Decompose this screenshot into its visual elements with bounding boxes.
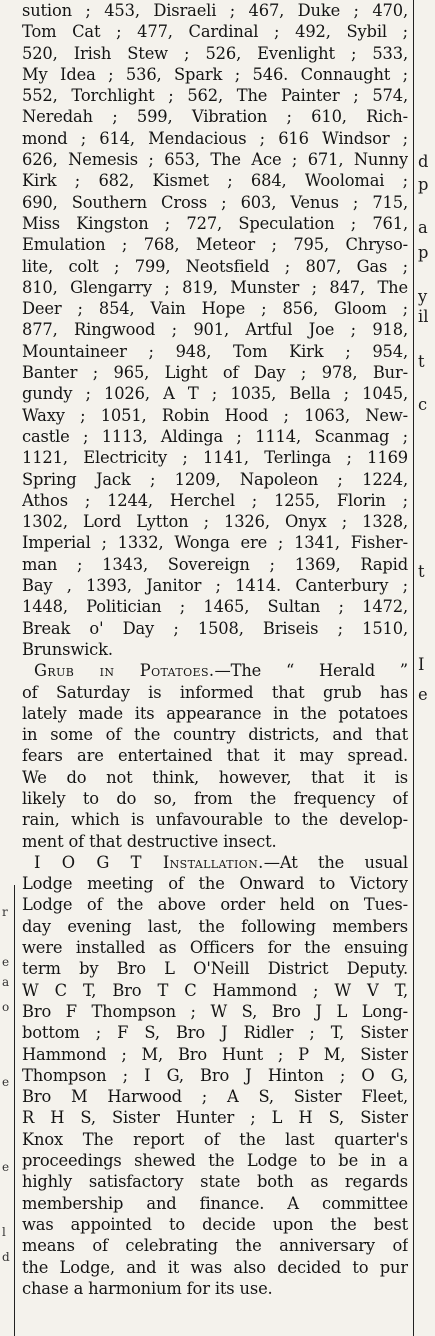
grub-heading: Grub in Potatoes. <box>34 661 215 681</box>
margin-fragment: y <box>418 287 428 306</box>
text-line: chase a harmonium for its use. <box>22 1278 273 1298</box>
text-line: proceedings shewed the Lodge to be in a <box>22 1151 408 1171</box>
text-line: Neredah ; 599, Vibration ; 610, Rich- <box>22 107 408 127</box>
margin-fragment: e <box>2 1075 10 1089</box>
margin-fragment: d <box>2 1250 10 1264</box>
text-line: membership and finance. A committee <box>22 1193 408 1213</box>
text-line: mond ; 614, Mendacious ; 616 Windsor ; <box>22 128 408 148</box>
text-line: Mountaineer ; 948, Tom Kirk ; 954, <box>22 341 408 361</box>
race-entries-list <box>22 0 408 660</box>
text-line: of Saturday is informed that grub has <box>22 682 408 702</box>
text-line: Bay , 1393, Janitor ; 1414. Canterbury ; <box>22 576 408 596</box>
text-line: term by Bro L O'Neill District Deputy. <box>22 959 408 979</box>
grub-first-line <box>22 660 408 681</box>
text-line: 552, Torchlight ; 562, The Painter ; 574, <box>22 86 408 106</box>
text-line: Break o' Day ; 1508, Briseis ; 1510, <box>22 618 408 638</box>
margin-fragment: I <box>418 655 425 674</box>
margin-fragment: c <box>418 395 428 414</box>
text-line: lite, colt ; 799, Neotsfield ; 807, Gas ; <box>22 256 408 276</box>
margin-fragment: o <box>2 1000 10 1014</box>
text-line: the Lodge, and it was also decided to pur <box>22 1257 408 1277</box>
text-line: 877, Ringwood ; 901, Artful Joe ; 918, <box>22 320 408 340</box>
text-line: 690, Southern Cross ; 603, Venus ; 715, <box>22 192 408 212</box>
iogt-first-line <box>22 852 408 873</box>
text-line: rain, which is unfavourable to the develop- <box>22 810 408 830</box>
margin-fragment: d <box>418 152 429 171</box>
text-line: 1302, Lord Lytton ; 1326, Onyx ; 1328, <box>22 512 408 532</box>
margin-fragment: e <box>2 1160 10 1174</box>
iogt-heading: I O G T Installation. <box>34 852 264 872</box>
text-line: 810, Glengarry ; 819, Munster ; 847, The <box>22 277 408 297</box>
margin-fragment: e <box>2 955 10 969</box>
text-line: Thompson ; I G, Bro J Hinton ; O G, <box>22 1065 408 1085</box>
iogt-line-0: —At the usual <box>263 852 408 872</box>
text-line: Imperial ; 1332, Wonga ere ; 1341, Fisher- <box>22 533 408 553</box>
text-line: Banter ; 965, Light of Day ; 978, Bur- <box>22 363 408 383</box>
column-rule-right <box>413 0 414 1336</box>
margin-fragment: a <box>418 218 428 237</box>
text-line: Waxy ; 1051, Robin Hood ; 1063, New- <box>22 405 408 425</box>
text-line: Emulation ; 768, Meteor ; 795, Chryso- <box>22 235 408 255</box>
margin-fragment: t <box>418 352 425 371</box>
margin-fragment: r <box>2 905 8 919</box>
text-line: Lodge of the above order held on Tues- <box>22 895 408 915</box>
margin-fragment: e <box>418 685 428 704</box>
text-line: lately made its appearance in the potatoes <box>22 703 408 723</box>
article-column <box>22 0 408 1299</box>
text-line: gundy ; 1026, A T ; 1035, Bella ; 1045, <box>22 384 408 404</box>
text-line: sution ; 453, Disraeli ; 467, Duke ; 470, <box>22 1 408 20</box>
grub-line-0: —The “ Herald ” <box>214 661 408 681</box>
text-line: ment of that destructive insect. <box>22 831 277 851</box>
text-line: R H S, Sister Hunter ; L H S, Sister <box>22 1108 408 1128</box>
text-line: Knox The report of the last quarter's <box>22 1129 408 1149</box>
text-line: day evening last, the following members <box>22 916 408 936</box>
margin-fragment: t <box>418 562 425 581</box>
text-line: were installed as Officers for the ensuing <box>22 938 408 958</box>
text-line: fears are entertained that it may spread. <box>22 746 408 766</box>
text-line: 1448, Politician ; 1465, Sultan ; 1472, <box>22 597 408 617</box>
text-line: W C T, Bro T C Hammond ; W V T, <box>22 980 408 1000</box>
text-line: Bro M Harwood ; A S, Sister Fleet, <box>22 1087 408 1107</box>
text-line: We do not think, however, that it is <box>22 767 408 787</box>
margin-fragment: p <box>418 243 429 262</box>
text-line: in some of the country districts, and that <box>22 725 408 745</box>
margin-fragment: p <box>418 175 429 194</box>
iogt-installation-paragraph <box>22 852 408 1299</box>
text-line: 520, Irish Stew ; 526, Evenlight ; 533, <box>22 43 408 63</box>
column-rule-left <box>14 885 15 1336</box>
grub-in-potatoes-paragraph <box>22 660 408 852</box>
margin-fragment: il <box>418 307 429 326</box>
text-line: Spring Jack ; 1209, Napoleon ; 1224, <box>22 469 408 489</box>
text-line: castle ; 1113, Aldinga ; 1114, Scanmag ; <box>22 426 408 446</box>
text-line: Bro F Thompson ; W S, Bro J L Long- <box>22 1001 408 1021</box>
text-line: 1121, Electricity ; 1141, Terlinga ; 1169 <box>22 448 408 468</box>
text-line: Athos ; 1244, Herchel ; 1255, Florin ; <box>22 490 408 510</box>
text-line: Lodge meeting of the Onward to Victory <box>22 874 408 894</box>
text-line: Hammond ; M, Bro Hunt ; P M, Sister <box>22 1044 408 1064</box>
text-line: Miss Kingston ; 727, Speculation ; 761, <box>22 213 408 233</box>
text-line: man ; 1343, Sovereign ; 1369, Rapid <box>22 554 408 574</box>
text-line: means of celebrating the anniversary of <box>22 1236 408 1256</box>
text-line: highly satisfactory state both as regards <box>22 1172 408 1192</box>
text-line: My Idea ; 536, Spark ; 546. Connaught ; <box>22 64 408 84</box>
text-line: 626, Nemesis ; 653, The Ace ; 671, Nunny <box>22 150 408 170</box>
text-line: bottom ; F S, Bro J Ridler ; T, Sister <box>22 1023 408 1043</box>
text-line: likely to do so, from the frequency of <box>22 788 408 808</box>
text-line: Tom Cat ; 477, Cardinal ; 492, Sybil ; <box>22 22 408 42</box>
text-line: Kirk ; 682, Kismet ; 684, Woolomai ; <box>22 171 408 191</box>
margin-fragment: l <box>2 1225 6 1239</box>
margin-fragment: a <box>2 975 10 989</box>
text-line: was appointed to decide upon the best <box>22 1214 408 1234</box>
text-line: Deer ; 854, Vain Hope ; 856, Gloom ; <box>22 299 408 319</box>
text-line: Brunswick. <box>22 639 113 659</box>
